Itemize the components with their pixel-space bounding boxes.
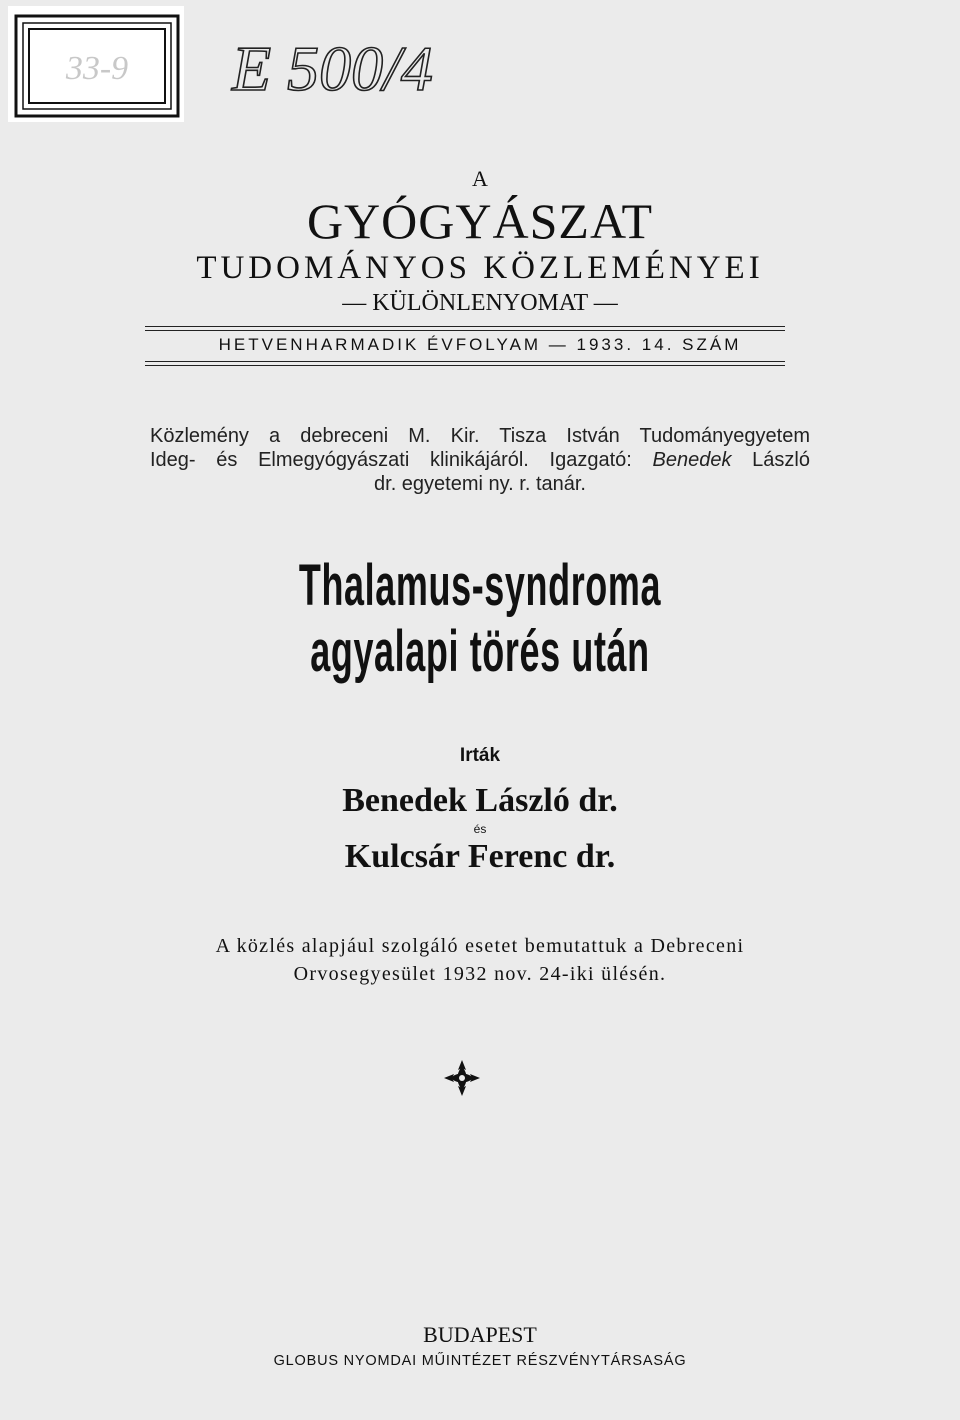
library-stamp [4, 4, 190, 126]
journal-title: GYÓGYÁSZAT [306, 193, 654, 249]
author-2: Kulcsár Ferenc dr. [344, 838, 616, 875]
remark-line-2: Orvosegyesület 1932 nov. 24-iki ülésén. [293, 963, 667, 985]
imprint-printer: GLOBUS NYOMDAI MŰINTÉZET RÉSZVÉNYTÁRSASÁG [273, 1353, 687, 1369]
offprint-label: — KÜLÖNLENYOMAT — [342, 290, 618, 316]
institution-line-2 [150, 448, 810, 472]
presentation-remark [0, 932, 960, 988]
volume-line: HETVENHARMADIK ÉVFOLYAM — 1933. 14. SZÁM [218, 335, 742, 354]
article-title-line-2: agyalapi törés után [310, 619, 650, 684]
institution-note [150, 424, 810, 496]
fleuron-icon [442, 1058, 482, 1098]
authors-intro: Irták [459, 745, 501, 766]
institution-line-2-post: László [731, 449, 810, 471]
handwritten-mark [228, 28, 438, 120]
stamp-number: 33-9 [65, 50, 129, 87]
imprint-city: BUDAPEST [423, 1322, 537, 1347]
article-a: A [472, 166, 488, 191]
rule-bottom-2 [145, 365, 785, 366]
journal-subtitle: TUDOMÁNYOS KÖZLEMÉNYEI [196, 250, 764, 286]
institution-line-2-pre: Ideg- és Elmegyógyászati klinikájáról. Igazgató: [150, 449, 653, 471]
author-1: Benedek László dr. [342, 782, 618, 819]
handwritten-text: E 500/4 [232, 33, 433, 104]
rule-top [145, 326, 785, 327]
director-name: Benedek [652, 449, 732, 471]
institution-line-3: dr. egyetemi ny. r. tanár. [374, 473, 586, 495]
authors-conjunction: és [473, 822, 487, 836]
institution-line-1: Közlemény a debreceni M. Kir. Tisza István Tudományegyetem [150, 425, 810, 447]
rule-bottom [145, 361, 785, 362]
rule-top-2 [145, 330, 785, 331]
article-title-line-1: Thalamus-syndroma [298, 553, 662, 618]
remark-line-1: A közlés alapjául szolgáló esetet bemutattuk a Debreceni [215, 935, 745, 957]
